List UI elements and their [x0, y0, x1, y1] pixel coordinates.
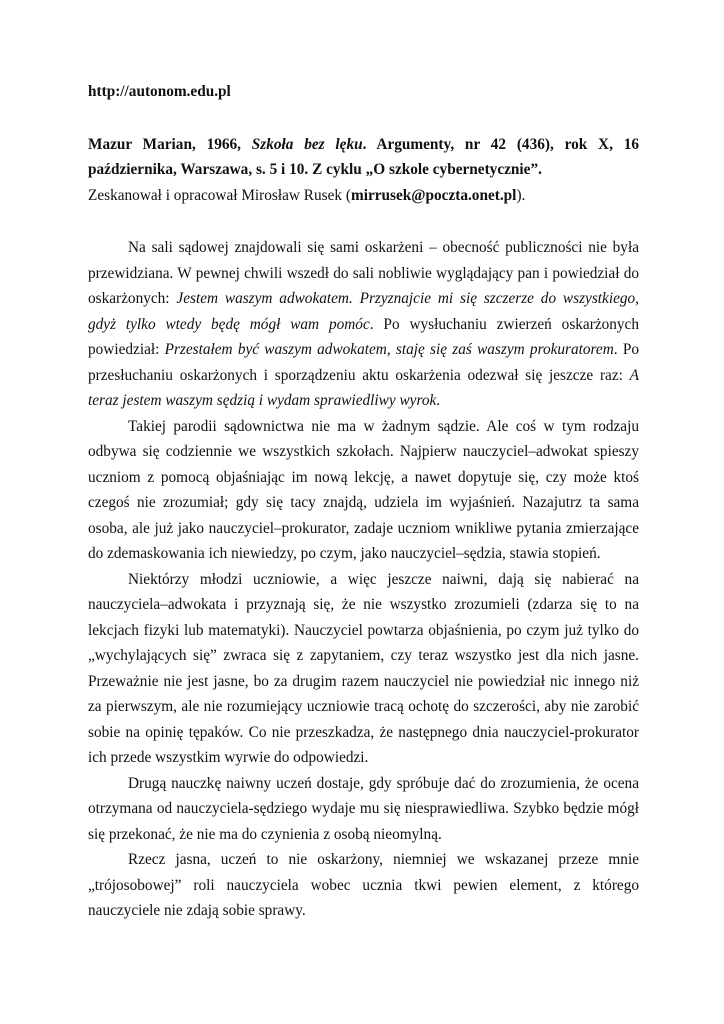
citation-author-year: Mazur Marian, 1966,: [88, 135, 252, 153]
citation: [88, 132, 639, 183]
article-body: [88, 235, 639, 924]
paragraph-2: Takiej parodii sądownictwa nie ma w żadnym sądzie. Ale coś w tym rodzaju odbywa się codziennie we wszystkich szkołach. Najpierw nauczyciel–adwokat spieszy uczniom z pomocą objaśniając im nową lekcję, a nawet dopytuje się, czy może ktoś czegoś nie zrozumiał; gdy się tacy znajdą, udziela im wyjaśnień. Nazajutrz ta sama osoba, ale już jako nauczyciel–prokurator, zadaje uczniom wnikliwe pytania zmierzające do zdemaskowania ich niewiedzy, po czym, jako nauczyciel–sędzia, stawia stopień.: [88, 417, 639, 562]
p1-quote-advocate: Jestem waszym adwokatem. Przyznajcie mi się szczerze do wszystkiego, gdyż tylko wtedy będę mógł wam pomóc: [88, 290, 639, 333]
paragraph-3: Niektórzy młodzi uczniowie, a więc jeszcze naiwni, dają się nabierać na nauczyciela–adwokata i przyznają się, że nie wszystko zrozumieli (zdarza się to na lekcjach fizyki lub matematyki). Nauczyciel powtarza objaśnienia, po czym już tylko do „wychylających się” zwraca się z zapytaniem, czy teraz wszystko jest dla nich jasne. Przeważnie nie jest jasne, bo za drugim razem nauczyciel nie powiedział nic innego niż za pierwszym, ale nie rozumiejący uczniowie tracą ochotę do szczerości, aby nie zarobić sobie na opinię tępaków. Co nie przeszkadza, że następnego dnia nauczyciel-prokurator ich przede wszystkim wyrwie do odpowiedzi.: [88, 570, 639, 766]
p1-text-a: Na sali sądowej znajdowali się sami oskarżeni – obecność publiczności nie była przewidziana. W pewnej chwili wszedł do sali nobliwie wyglądający pan i powiedział do oskarżonych:: [88, 239, 639, 307]
p1-quote-prosecutor: Przestałem być waszym adwokatem, staję się zaś waszym prokuratorem: [164, 341, 614, 358]
citation-title: Szkoła bez lęku: [251, 135, 363, 153]
document-page: [88, 79, 639, 924]
scan-note-suffix: ).: [516, 186, 526, 204]
citation-details: . Argumenty, nr 42 (436), rok X, 16 października, Warszawa, s. 5 i 10. Z cyklu „O szkole cybernetycznie”.: [88, 135, 639, 178]
p1-quote-judge: A teraz jestem waszym sędzią i wydam sprawiedliwy wyrok: [88, 366, 639, 409]
scan-note-prefix: Zeskanował i opracował Mirosław Rusek (: [88, 186, 351, 204]
scan-note-email: mirrusek@poczta.onet.pl: [350, 186, 517, 204]
p1-text-e: . Po przesłuchaniu oskarżonych i sporządzeniu aktu oskarżenia odezwał się jeszcze raz:: [88, 341, 639, 384]
paragraph-4: Drugą nauczkę naiwny uczeń dostaje, gdy spróbuje dać do zrozumienia, że ocena otrzymana od nauczyciela-sędziego wydaje mu się niesprawiedliwa. Szybko będzie mógł się przekonać, że nie ma do czynienia z osobą nieomylną.: [88, 774, 639, 843]
source-url: http://autonom.edu.pl: [88, 83, 231, 100]
scan-note: [88, 183, 639, 209]
p1-text-c: . Po wysłuchaniu zwierzeń oskarżonych powiedział:: [88, 315, 639, 358]
paragraph-1: [88, 235, 639, 414]
paragraph-5: Rzecz jasna, uczeń to nie oskarżony, niemniej we wskazanej przeze mnie „trójosobowej” roli nauczyciela wobec ucznia tkwi pewien element, z którego nauczyciele nie zdają sobie sprawy.: [88, 851, 639, 919]
p1-text-g: .: [436, 392, 441, 409]
